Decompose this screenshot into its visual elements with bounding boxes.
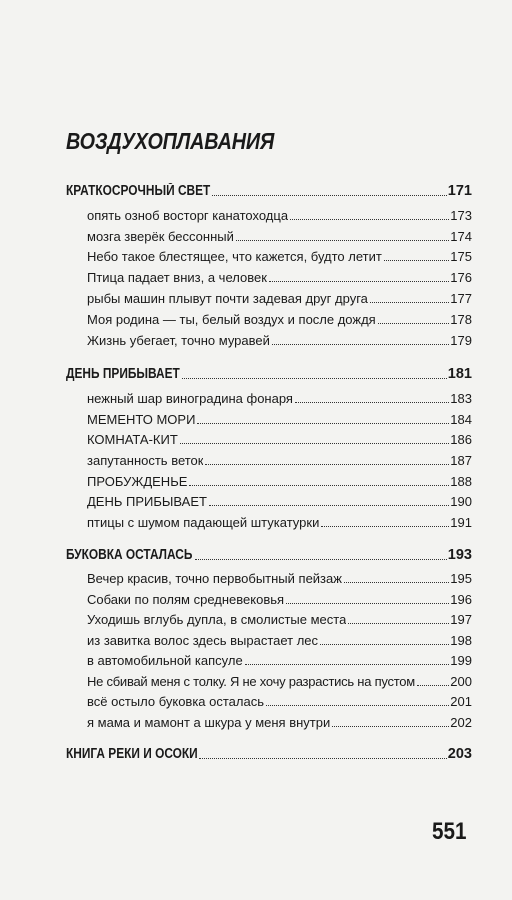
toc-page-number: 196: [450, 592, 472, 607]
toc-page-number: 201: [450, 694, 472, 709]
toc-entry-label: МЕМЕНТО МОРИ: [87, 412, 196, 427]
toc-entry: [87, 630, 472, 648]
toc-entry: [87, 609, 472, 627]
toc-entry-label: Собаки по полям средневековья: [87, 592, 285, 607]
toc-page-number: 175: [450, 249, 472, 264]
toc-entry: [87, 712, 472, 730]
toc-entry: [87, 491, 472, 509]
leader-dots: [344, 582, 449, 583]
toc-page-number: 186: [450, 432, 472, 447]
toc-entry-label: КОМНАТА-КИТ: [87, 432, 178, 447]
toc-page-number: 188: [450, 474, 472, 489]
toc-entry-label: ДЕНЬ ПРИБЫВАЕТ: [87, 494, 207, 509]
toc-page-number: 171: [447, 183, 472, 199]
toc-entry-label: Не сбивай меня с толку. Я не хочу разрастись на пустом: [87, 674, 415, 689]
toc-entry: [87, 568, 472, 586]
leader-dots: [245, 664, 450, 665]
toc-entry-label: в автомобильной капсуле: [87, 653, 243, 668]
toc-page-number: 183: [450, 391, 472, 406]
leader-dots: [182, 378, 447, 379]
leader-dots: [189, 485, 449, 486]
toc-entry: [87, 429, 472, 447]
page-title: ВОЗДУХОПЛАВАНИЯ: [66, 128, 275, 154]
leader-dots: [286, 603, 449, 604]
toc-section-label: КНИГА РЕКИ И ОСОКИ: [66, 746, 198, 762]
toc-entry-label: Птица падает вниз, а человек: [87, 270, 267, 285]
toc-page-number: 203: [447, 746, 472, 762]
leader-dots: [417, 685, 449, 686]
toc-entry-label: запутанность веток: [87, 453, 204, 468]
toc-entry: [87, 409, 472, 427]
toc-entry: [87, 309, 472, 327]
toc-page-number: 181: [447, 366, 472, 382]
leader-dots: [269, 281, 449, 282]
toc-page-number: 198: [450, 633, 472, 648]
leader-dots: [205, 464, 449, 465]
toc-entry: [87, 226, 472, 244]
toc-entry: [87, 450, 472, 468]
toc-entry-label: Небо такое блестящее, что кажется, будто летит: [87, 249, 382, 264]
leader-dots: [199, 758, 447, 759]
toc-entry: [87, 330, 472, 348]
toc-page-number: 202: [450, 715, 472, 730]
toc-entry-label: рыбы машин плывут почти задевая друг друга: [87, 291, 368, 306]
toc-entry: [87, 589, 472, 607]
leader-dots: [195, 559, 447, 560]
toc-entry: [87, 691, 472, 709]
toc-entry-label: Вечер красив, точно первобытный пейзаж: [87, 571, 342, 586]
page-number: 551: [432, 818, 467, 845]
leader-dots: [370, 302, 449, 303]
toc-page-number: 195: [450, 571, 472, 586]
toc-entry: [87, 671, 472, 689]
toc-entry: [87, 267, 472, 285]
toc-entry: [87, 288, 472, 306]
toc-entry: [87, 650, 472, 668]
leader-dots: [295, 402, 449, 403]
leader-dots: [197, 423, 449, 424]
toc-entry-label: Жизнь убегает, точно муравей: [87, 333, 270, 348]
toc-section-3: [66, 545, 472, 563]
toc-page-number: 191: [450, 515, 472, 530]
toc-page-number: 178: [450, 312, 472, 327]
leader-dots: [321, 526, 449, 527]
leader-dots: [209, 505, 449, 506]
toc-entry: [87, 246, 472, 264]
toc-page-number: 193: [447, 547, 472, 563]
toc-entry-label: Моя родина — ты, белый воздух и после дождя: [87, 312, 376, 327]
toc-page-number: 174: [450, 229, 472, 244]
toc-entry-label: ПРОБУЖДЕНЬЕ: [87, 474, 188, 489]
leader-dots: [348, 623, 449, 624]
toc-page-number: 197: [450, 612, 472, 627]
toc-section-1: [66, 181, 472, 199]
toc-entry-label: Уходишь вглубь дупла, в смолистые места: [87, 612, 347, 627]
toc-entry-label: опять озноб восторг канатоходца: [87, 208, 289, 223]
toc-section-label: БУКОВКА ОСТАЛАСЬ: [66, 547, 193, 563]
leader-dots: [332, 726, 449, 727]
toc-page-number: 176: [450, 270, 472, 285]
toc-entry: [87, 205, 472, 223]
toc-page-number: 184: [450, 412, 472, 427]
toc-entry-label: я мама и мамонт а шкура у меня внутри: [87, 715, 331, 730]
toc-entry-label: всё остыло буковка осталась: [87, 694, 265, 709]
toc-entry-label: нежный шар виноградина фонаря: [87, 391, 293, 406]
leader-dots: [180, 443, 450, 444]
toc-entry: [87, 471, 472, 489]
toc-page-number: 173: [450, 208, 472, 223]
toc-section-label: ДЕНЬ ПРИБЫВАЕТ: [66, 366, 180, 382]
toc-section-label: КРАТКОСРОЧНЫЙ СВЕТ: [66, 183, 211, 199]
leader-dots: [290, 219, 449, 220]
leader-dots: [212, 195, 446, 196]
leader-dots: [378, 323, 450, 324]
toc-section-2: [66, 364, 472, 382]
toc-entry-label: из завитка волос здесь вырастает лес: [87, 633, 319, 648]
toc-page-number: 199: [450, 653, 472, 668]
toc-entry: [87, 388, 472, 406]
toc-entry: [87, 512, 472, 530]
toc-page-number: 177: [450, 291, 472, 306]
toc-entry-label: птицы с шумом падающей штукатурки: [87, 515, 320, 530]
toc-section-4: [66, 744, 472, 762]
leader-dots: [384, 260, 449, 261]
toc-page-number: 200: [450, 674, 472, 689]
toc-page-number: 179: [450, 333, 472, 348]
toc-page-number: 190: [450, 494, 472, 509]
leader-dots: [320, 644, 449, 645]
toc-page-number: 187: [450, 453, 472, 468]
leader-dots: [236, 240, 449, 241]
leader-dots: [272, 344, 449, 345]
leader-dots: [266, 705, 449, 706]
toc-entry-label: мозга зверёк бессонный: [87, 229, 234, 244]
